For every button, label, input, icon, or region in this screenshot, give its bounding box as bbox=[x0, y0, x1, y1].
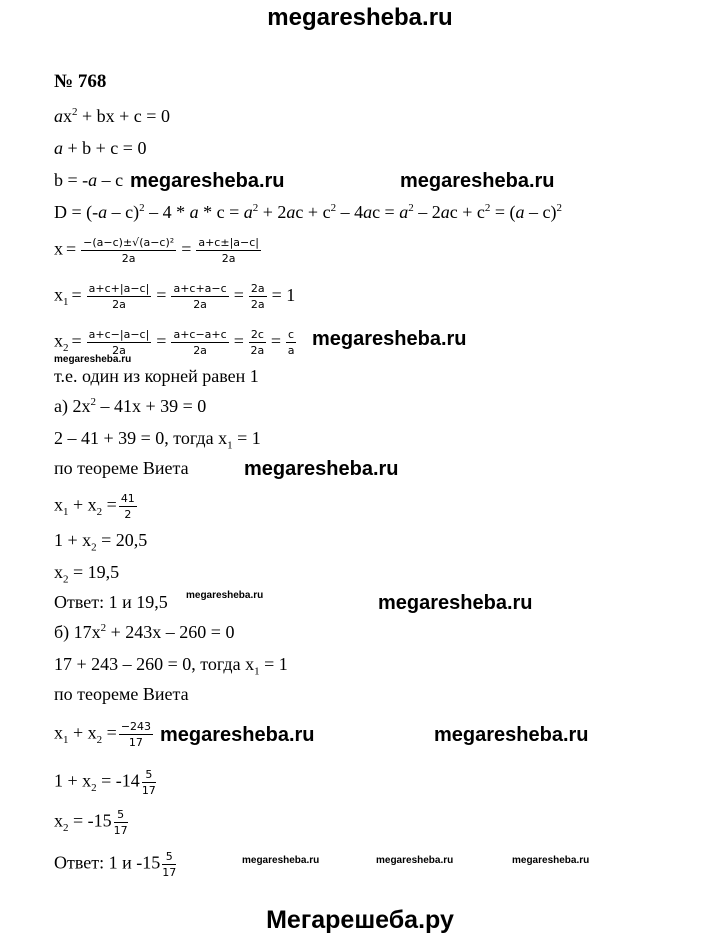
site-footer: Мегарешеба.ру bbox=[266, 906, 454, 934]
sum-roots-a bbox=[54, 492, 139, 521]
sum-roots-b bbox=[54, 720, 155, 749]
denominator: 17 bbox=[162, 866, 177, 879]
equation-general bbox=[54, 106, 170, 126]
watermark-small: megaresheba.ru bbox=[242, 855, 320, 866]
d-part: – c) bbox=[524, 202, 557, 222]
answer-b bbox=[54, 850, 178, 879]
x-label: x bbox=[54, 284, 63, 305]
subscript: 2 bbox=[96, 734, 103, 747]
numerator: 41 bbox=[120, 492, 135, 505]
discriminant-line bbox=[54, 202, 562, 222]
equation-rest: – c bbox=[97, 170, 124, 190]
var-a: a bbox=[515, 202, 525, 222]
watermark-small: megaresheba.ru bbox=[54, 354, 132, 365]
subscript: 2 bbox=[63, 342, 69, 355]
var-a: a bbox=[440, 202, 450, 222]
var-a: a bbox=[243, 202, 253, 222]
subscript: 1 bbox=[63, 506, 69, 519]
numerator: a+c−|a−c| bbox=[88, 328, 150, 341]
d-part: – 4 * bbox=[144, 202, 190, 222]
problem-number: № 768 bbox=[54, 71, 107, 92]
fraction bbox=[119, 492, 137, 521]
condition-sum bbox=[54, 138, 146, 158]
fraction bbox=[87, 282, 152, 311]
d-part: * c = bbox=[198, 202, 244, 222]
fraction bbox=[196, 236, 261, 265]
watermark: megaresheba.ru bbox=[130, 170, 285, 192]
denominator: 17 bbox=[113, 824, 128, 837]
exponent: 2 bbox=[330, 202, 337, 214]
var-a: a bbox=[189, 202, 199, 222]
equation-rest: + b + c = 0 bbox=[63, 138, 147, 158]
fraction bbox=[119, 720, 153, 749]
numerator: a+c+|a−c| bbox=[88, 282, 150, 295]
watermark-small: megaresheba.ru bbox=[186, 590, 264, 601]
numerator: 5 bbox=[114, 808, 128, 823]
exponent: 2 bbox=[90, 396, 96, 408]
eq-part: б) 17x bbox=[54, 622, 101, 642]
denominator: 2a bbox=[250, 298, 265, 311]
watermark: megaresheba.ru bbox=[244, 458, 399, 480]
denominator: 2a bbox=[112, 344, 126, 357]
eq-part: = bbox=[102, 494, 117, 515]
fraction bbox=[114, 808, 128, 837]
fraction bbox=[162, 850, 176, 879]
eq-part: x bbox=[54, 810, 63, 831]
fraction bbox=[249, 328, 266, 357]
exponent: 2 bbox=[556, 202, 562, 214]
watermark-small: megaresheba.ru bbox=[512, 855, 590, 866]
b-label: b = - bbox=[54, 170, 89, 190]
eq-part: x bbox=[54, 562, 63, 582]
vieta-a: по теореме Виета bbox=[54, 458, 189, 478]
denominator: 17 bbox=[141, 784, 156, 797]
eq-part: 2 – 41 + 39 = 0, тогда x bbox=[54, 428, 228, 448]
fraction bbox=[171, 328, 228, 357]
b-expression bbox=[54, 170, 123, 190]
numerator: a+c±|a−c| bbox=[198, 236, 259, 249]
fraction bbox=[249, 282, 267, 311]
fraction bbox=[87, 328, 152, 357]
equation-a bbox=[54, 396, 206, 416]
subscript: 1 bbox=[63, 296, 69, 309]
denominator: 2a bbox=[193, 344, 207, 357]
subscript: 1 bbox=[63, 734, 69, 747]
exponent: 2 bbox=[408, 202, 414, 214]
answer-a: Ответ: 1 и 19,5 bbox=[54, 592, 168, 612]
subscript: 2 bbox=[91, 782, 97, 795]
eq-part: = -14 bbox=[96, 770, 140, 791]
fraction bbox=[286, 328, 296, 357]
d-part: – 4 bbox=[336, 202, 364, 222]
d-part: c + c bbox=[449, 202, 485, 222]
eq-part: = 19,5 bbox=[68, 562, 120, 582]
denominator: 17 bbox=[128, 736, 143, 749]
eq-part: 17 + 243 – 260 = 0, тогда x bbox=[54, 654, 255, 674]
subscript: 1 bbox=[254, 665, 260, 678]
x-label: x bbox=[54, 722, 63, 743]
x-label: x bbox=[54, 494, 63, 515]
exponent: 2 bbox=[139, 202, 145, 214]
root-x1: $x_1$ = $\frac{a+c+|a-c|}{2a}$ = $\frac{a+c+a-c}{2a}$ = $\frac{2a}{2a}$ = 1 bbox=[54, 282, 296, 311]
var-a: a bbox=[363, 202, 373, 222]
subscript: 2 bbox=[91, 541, 97, 554]
d-part: c = bbox=[372, 202, 400, 222]
subscript: 1 bbox=[227, 439, 233, 452]
var-a: a bbox=[54, 138, 63, 158]
watermark: megaresheba.ru bbox=[400, 170, 555, 192]
numerator: −(a−c)±√(a−c)² bbox=[83, 236, 175, 249]
check-b bbox=[54, 654, 288, 678]
numerator: 5 bbox=[162, 850, 176, 865]
watermark-small: megaresheba.ru bbox=[376, 855, 454, 866]
denominator: 2a bbox=[121, 252, 136, 265]
eq-part: 1 + x bbox=[54, 530, 92, 550]
numerator: 2c bbox=[250, 328, 264, 341]
subscript: 2 bbox=[63, 573, 69, 586]
result: = 1 bbox=[271, 284, 296, 305]
numerator: −243 bbox=[120, 720, 152, 733]
denominator: 2a bbox=[112, 298, 126, 311]
equation-rest: + bx + c = 0 bbox=[77, 106, 170, 126]
exponent: 2 bbox=[72, 106, 78, 118]
vieta-b: по теореме Виета bbox=[54, 684, 189, 704]
d-part: = ( bbox=[490, 202, 516, 222]
watermark: megaresheba.ru bbox=[312, 328, 467, 350]
var-a: a bbox=[286, 202, 296, 222]
fraction bbox=[81, 236, 176, 265]
eq-part: 1 + x bbox=[54, 770, 92, 791]
d-part: c + c bbox=[295, 202, 331, 222]
d-part: + 2 bbox=[258, 202, 287, 222]
var-a: a bbox=[399, 202, 409, 222]
equation-b bbox=[54, 622, 234, 642]
roots-formula: x = $\frac{\text{−(a−c)±√(a−c)²}}{2a}$ = $\frac{a+c\pm|a-c|}{2a}$ bbox=[54, 236, 259, 265]
var-a: a bbox=[98, 202, 108, 222]
eq-part: + 243x – 260 = 0 bbox=[106, 622, 235, 642]
denominator: 2a bbox=[221, 252, 236, 265]
watermark: megaresheba.ru bbox=[160, 724, 315, 746]
d-part: D = (- bbox=[54, 202, 99, 222]
denominator: 2 bbox=[124, 508, 132, 521]
eq-part: – 41x + 39 = 0 bbox=[95, 396, 207, 416]
watermark: megaresheba.ru bbox=[434, 724, 589, 746]
calc-a-2 bbox=[54, 562, 120, 586]
site-header: megaresheba.ru bbox=[267, 4, 453, 31]
eq-part: Ответ: 1 и -15 bbox=[54, 852, 161, 873]
subscript: 2 bbox=[63, 822, 69, 835]
watermark: megaresheba.ru bbox=[378, 592, 533, 614]
var-x: x bbox=[63, 106, 72, 126]
denominator: 2a bbox=[193, 298, 207, 311]
numerator: 2a bbox=[250, 282, 265, 295]
exponent: 2 bbox=[100, 622, 107, 634]
fraction bbox=[171, 282, 228, 311]
d-part: – 2 bbox=[413, 202, 441, 222]
x-label: x bbox=[54, 238, 63, 259]
conclusion-text: т.е. один из корней равен 1 bbox=[54, 366, 259, 386]
d-part: – c) bbox=[107, 202, 140, 222]
calc-b-2 bbox=[54, 808, 130, 837]
denominator: 2a bbox=[250, 344, 265, 357]
root-x2: $x_2$ = $\frac{a+c-|a-c|}{2a}$ = $\frac{a+c-a+c}{2a}$ = $\frac{2c}{2a}$ = $\frac{c}{a}$ bbox=[54, 328, 295, 357]
fraction bbox=[142, 768, 156, 797]
exponent: 2 bbox=[252, 202, 259, 214]
eq-part: = 1 bbox=[259, 654, 288, 674]
denominator: a bbox=[287, 344, 295, 357]
eq-part: + x bbox=[68, 722, 97, 743]
x-label: x bbox=[54, 330, 63, 351]
numerator: 5 bbox=[142, 768, 156, 783]
eq-part: = bbox=[102, 722, 117, 743]
eq-part: + x bbox=[68, 494, 97, 515]
numerator: a+c−a+c bbox=[173, 328, 227, 341]
eq-part: = 20,5 bbox=[96, 530, 148, 550]
calc-a-1 bbox=[54, 530, 148, 554]
var-a: a bbox=[88, 170, 98, 190]
exponent: 2 bbox=[484, 202, 491, 214]
var-a: a bbox=[54, 106, 63, 126]
numerator: a+c+a−c bbox=[173, 282, 227, 295]
eq-part: = -15 bbox=[68, 810, 112, 831]
calc-b-1 bbox=[54, 768, 158, 797]
eq-part: а) 2x bbox=[54, 396, 91, 416]
eq-part: = 1 bbox=[232, 428, 261, 448]
subscript: 2 bbox=[96, 506, 103, 519]
check-a bbox=[54, 428, 261, 452]
numerator: c bbox=[288, 328, 295, 341]
